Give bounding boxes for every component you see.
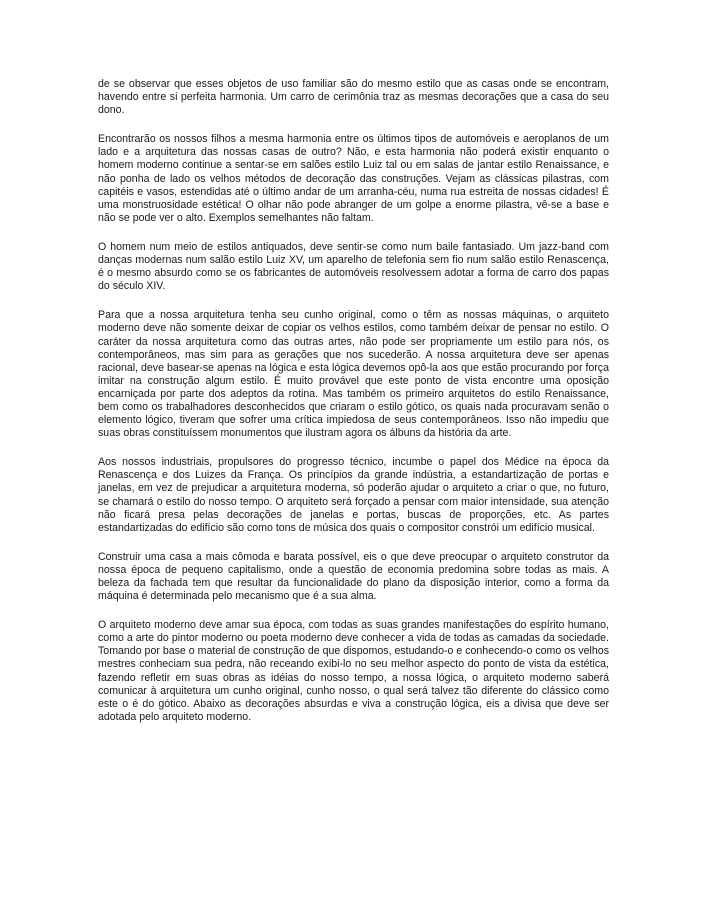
document-body <box>98 78 609 740</box>
paragraph-4: Para que a nossa arquitetura tenha seu cunho original, como o têm as nossas máquinas, o arquiteto moderno deve não somente deixar de copiar os velhos estilos, como também deixar de pensar no estilo. O caráter da nossa arquitetura como das outras artes, não pode ser propriamente um estilo para nós, os contemporâneos, mas sim para as gerações que nos sucederão. A nossa arquitetura deve ser apenas racional, deve basear-se apenas na lógica e esta lógica devemos opô-la aos que estão procurando por força imitar na construção algum estilo. É muito provável que este ponto de vista encontre uma oposição encarniçada por parte dos adeptos da rotina. Mas também os primeiro arquitetos do estilo Renaissance, bem como os trabalhadores desconhecidos que criaram o estilo gótico, os quais nada procuravam senão o elemento lógico, tiveram que sofrer uma crítica impiedosa de seus contemporâneos. Isso não impediu que suas obras constituíssem monumentos que ilustram agora os álbuns da história da arte. <box>98 309 609 440</box>
paragraph-1: de se observar que esses objetos de uso familiar são do mesmo estilo que as casas onde se encontram, havendo entre si perfeita harmonia. Um carro de cerimônia traz as mesmas decorações que a casa do seu dono. <box>98 78 609 117</box>
paragraph-6: Construir uma casa a mais cômoda e barata possível, eis o que deve preocupar o arquiteto construtor da nossa época de pequeno capitalismo, onde a questão de economia predomina sobre todas as mais. A beleza da fachada tem que resultar da funcionalidade do plano da disposição interior, como a forma da máquina é determinada pelo mecanismo que é a sua alma. <box>98 550 609 603</box>
paragraph-5: Aos nossos industriais, propulsores do progresso técnico, incumbe o papel dos Médice na época da Renascença e dos Luizes da França. Os princípios da grande indústria, a estandartização de portas e janelas, em vez de prejudicar a arquitetura moderna, só poderão ajudar o arquiteto a criar o que, no futuro, se chamará o estilo do nosso tempo. O arquiteto será forçado a pensar com maior intensidade, sua atenção não ficará presa pelas decorações de janelas e portas, buscas de proporções, etc. As partes estandartizadas do edifício são como tons de música dos quais o compositor constrói um edifício musical. <box>98 456 609 534</box>
paragraph-7: O arquiteto moderno deve amar sua época, com todas as suas grandes manifestações do espírito humano, como a arte do pintor moderno ou poeta moderno deve conhecer a vida de todas as camadas da sociedade. Tomando por base o material de construção de que dispomos, estudando-o e conhecendo-o como os velhos mestres conheciam sua pedra, não receando exibi-lo no seu melhor aspecto do ponto de vista da estética, fazendo refletir em suas obras as idéias do nosso tempo, a nossa lógica, o arquiteto moderno saberá comunicar à arquitetura um cunho original, cunho nosso, o qual será talvez tão diferente do clássico como este o é do gótico. Abaixo as decorações absurdas e viva a construção lógica, eis a divisa que deve ser adotada pelo arquiteto moderno. <box>98 619 609 723</box>
paragraph-2: Encontrarão os nossos filhos a mesma harmonia entre os últimos tipos de automóveis e aeroplanos de um lado e a arquitetura das nossas casas de outro? Não, e esta harmonia não poderá existir enquanto o homem moderno continue a sentar-se em salões estilo Luiz tal ou em salas de jantar estilo Renaissance, e não ponha de lado os velhos métodos de decoração das construções. Vejam as clássicas pilastras, com capitéis e vasos, estendidas até o último andar de um arranha-céu, numa rua estreita de nossas cidades! É uma monstruosidade estética! O olhar não pode abranger de um golpe a enorme pilastra, vê-se a base e não se pode ver o alto. Exemplos semelhantes não faltam. <box>98 133 609 224</box>
paragraph-3: O homem num meio de estilos antiquados, deve sentir-se como num baile fantasiado. Um jazz-band com danças modernas num salão estilo Luiz XV, um aparelho de telefonia sem fio num salão estilo Renascença, é o mesmo absurdo como se os fabricantes de automóveis resolvessem adotar a forma de carro dos papas do século XIV. <box>98 240 609 293</box>
